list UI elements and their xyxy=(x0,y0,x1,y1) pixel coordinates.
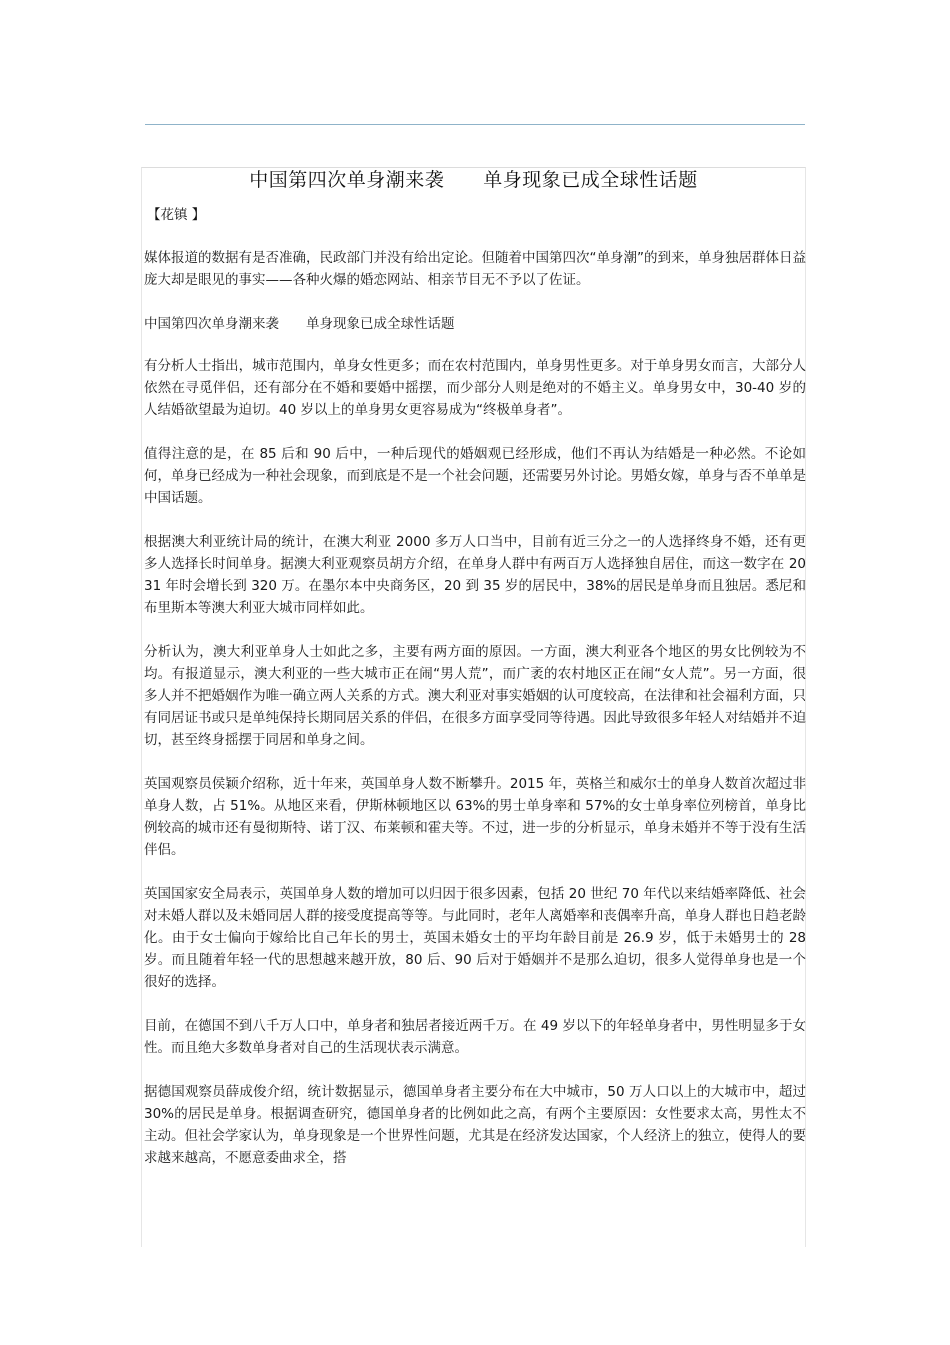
paragraph-uk-reasons: 英国国家安全局表示，英国单身人数的增加可以归因于很多因素，包括 20 世纪 70 年代以来结婚率降低、社会对未婚人群以及未婚同居人群的接受度提高等等。与此同时，老年人离婚率和丧偶率升高，单身人群也日趋老龄化。由于女士偏向于嫁给比自己年长的男士，英国未婚女士的平均年龄目前是 26.9 岁，低于未婚男士的 28 岁。而且随着年轻一代的思想越来越开放，80 后、90 后对于婚姻并不是那么迫切，很多人觉得单身也是一个很好的选择。 xyxy=(144,886,806,990)
paragraph-intro: 媒体报道的数据有是否准确，民政部门并没有给出定论。但随着中国第四次“单身潮”的到来，单身独居群体日益庞大却是眼见的事实——各种火爆的婚恋网站、相亲节目无不予以了佐证。 xyxy=(144,250,806,288)
paragraph-germany-reasons: 据德国观察员薛成俊介绍，统计数据显示，德国单身者主要分布在大中城市，50 万人口以上的大城市中，超过 30%的居民是单身。根据调查研究，德国单身者的比例如此之高，有两个主要原因：女性要求太高，男性太不主动。但社会学家认为，单身现象是一个世界性问题，尤其是在经济发达国家，个人经济上的独立，使得人的要求越来越高，不愿意委曲求全，搭 xyxy=(144,1084,806,1166)
article-title: 中国第四次单身潮来袭 单身现象已成全球性话题 xyxy=(249,169,698,191)
paragraph-australia-stats: 根据澳大利亚统计局的统计，在澳大利亚 2000 多万人口当中，目前有近三分之一的人选择终身不婚，还有更多人选择长时间单身。据澳大利亚观察员胡方介绍，在单身人群中有两百万人选择独自居住，而这一数字在 2031 年时会增长到 320 万。在墨尔本中央商务区，20 到 35 岁的居民中，38%的居民是单身而且独居。悉尼和布里斯本等澳大利亚大城市同样如此。 xyxy=(144,534,806,616)
paragraph-uk-stats: 英国观察员侯颖介绍称，近十年来，英国单身人数不断攀升。2015 年，英格兰和威尔士的单身人数首次超过非单身人数，占 51%。从地区来看，伊斯林顿地区以 63%的男士单身率和 57%的女士单身率位列榜首，单身比例较高的城市还有曼彻斯特、诺丁汉、布莱顿和霍夫等。不过，进一步的分析显示，单身未婚并不等于没有生活伴侣。 xyxy=(144,776,806,858)
paragraph-subheading: 中国第四次单身潮来袭 单身现象已成全球性话题 xyxy=(144,316,455,332)
paragraph-china-analysis: 有分析人士指出，城市范围内，单身女性更多；而在农村范围内，单身男性更多。对于单身男女而言，大部分人依然在寻觅伴侣，还有部分在不婚和要婚中摇摆，而少部分人则是绝对的不婚主义。单身男女中，30-40 岁的人结婚欲望最为迫切。40 岁以上的单身男女更容易成为“终极单身者”。 xyxy=(144,358,806,418)
paragraph-post85-90: 值得注意的是，在 85 后和 90 后中，一种后现代的婚姻观已经形成，他们不再认为结婚是一种必然。不论如何，单身已经成为一种社会现象，而到底是不是一个社会问题，还需要另外讨论。男婚女嫁，单身与否不单单是中国话题。 xyxy=(144,446,806,506)
article-body xyxy=(144,247,806,1191)
header-divider xyxy=(145,124,805,125)
paragraph-australia-reasons: 分析认为，澳大利亚单身人士如此之多，主要有两方面的原因。一方面，澳大利亚各个地区的男女比例较为不均。有报道显示，澳大利亚的一些大城市正在闹“男人荒”，而广袤的农村地区正在闹“女人荒”。另一方面，很多人并不把婚姻作为唯一确立两人关系的方式。澳大利亚对事实婚姻的认可度较高，在法律和社会福利方面，只有同居证书或只是单纯保持长期同居关系的伴侣，在很多方面享受同等待遇。因此导致很多年轻人对结婚并不迫切，甚至终身摇摆于同居和单身之间。 xyxy=(144,644,806,748)
article-author: 【花镇 】 xyxy=(147,207,206,223)
paragraph-germany-stats: 目前，在德国不到八千万人口中，单身者和独居者接近两千万。在 49 岁以下的年轻单身者中，男性明显多于女性。而且绝大多数单身者对自己的生活现状表示满意。 xyxy=(144,1018,806,1056)
